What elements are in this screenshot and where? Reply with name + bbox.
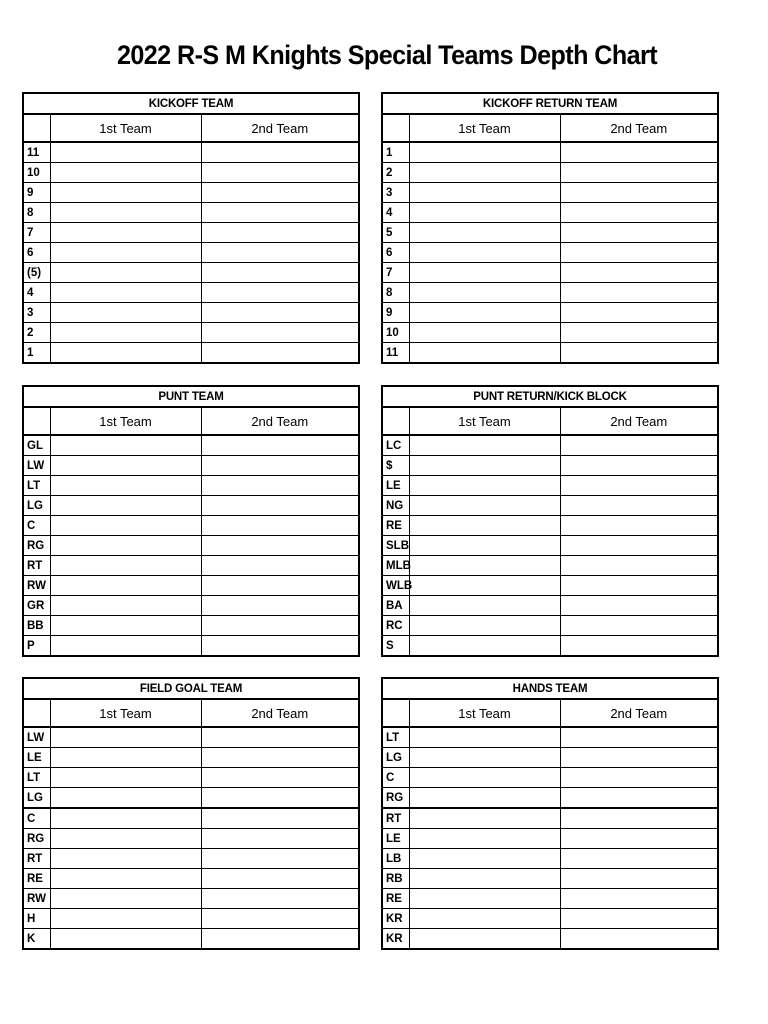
table-row xyxy=(23,243,359,263)
table-row xyxy=(382,869,718,889)
second-team-cell[interactable] xyxy=(201,727,359,748)
second-team-cell[interactable] xyxy=(560,556,718,576)
table-row xyxy=(23,142,359,163)
second-team-cell[interactable] xyxy=(560,636,718,657)
position-label: 2 xyxy=(382,163,409,183)
position-label: LE xyxy=(382,829,409,849)
first-team-cell[interactable] xyxy=(50,556,201,576)
second-team-header: 2nd Team xyxy=(560,114,718,142)
first-team-cell[interactable] xyxy=(409,303,560,323)
second-team-cell[interactable] xyxy=(201,889,359,909)
first-team-cell[interactable] xyxy=(50,435,201,456)
second-team-cell[interactable] xyxy=(201,163,359,183)
position-label: RC xyxy=(382,616,409,636)
position-label: S xyxy=(382,636,409,657)
table-row xyxy=(23,476,359,496)
table-row xyxy=(382,283,718,303)
position-label: MLB xyxy=(382,556,409,576)
table-row xyxy=(23,909,359,929)
table-row xyxy=(382,768,718,788)
first-team-cell[interactable] xyxy=(50,889,201,909)
second-team-cell[interactable] xyxy=(201,909,359,929)
second-team-cell[interactable] xyxy=(201,343,359,364)
first-team-cell[interactable] xyxy=(409,596,560,616)
first-team-cell[interactable] xyxy=(409,323,560,343)
first-team-cell[interactable] xyxy=(50,576,201,596)
table-row xyxy=(23,596,359,616)
first-team-cell[interactable] xyxy=(50,909,201,929)
position-label: P xyxy=(23,636,50,657)
table-row xyxy=(23,849,359,869)
position-label: KR xyxy=(382,929,409,950)
first-team-cell[interactable] xyxy=(50,223,201,243)
second-team-cell[interactable] xyxy=(201,829,359,849)
table-row xyxy=(382,929,718,950)
first-team-cell[interactable] xyxy=(409,636,560,657)
position-label: LB xyxy=(382,849,409,869)
position-label: LW xyxy=(23,456,50,476)
first-team-cell[interactable] xyxy=(50,929,201,950)
table-row xyxy=(23,808,359,829)
table-row xyxy=(382,303,718,323)
first-team-cell[interactable] xyxy=(409,849,560,869)
first-team-cell[interactable] xyxy=(50,476,201,496)
position-label: RW xyxy=(23,576,50,596)
position-label: 4 xyxy=(382,203,409,223)
position-label: 1 xyxy=(23,343,50,364)
first-team-cell[interactable] xyxy=(50,727,201,748)
second-team-cell[interactable] xyxy=(560,142,718,163)
table-row xyxy=(23,748,359,768)
page-title: 2022 R-S M Knights Special Teams Depth Chart xyxy=(116,40,658,70)
second-team-cell[interactable] xyxy=(560,909,718,929)
first-team-cell[interactable] xyxy=(50,849,201,869)
position-column-header xyxy=(382,699,409,727)
second-team-cell[interactable] xyxy=(560,183,718,203)
position-label: LC xyxy=(382,435,409,456)
table-row xyxy=(382,263,718,283)
second-team-cell[interactable] xyxy=(201,869,359,889)
first-team-cell[interactable] xyxy=(50,829,201,849)
depth-table xyxy=(381,92,719,364)
table-row xyxy=(23,889,359,909)
position-label: RT xyxy=(23,556,50,576)
first-team-cell[interactable] xyxy=(50,636,201,657)
second-team-cell[interactable] xyxy=(201,556,359,576)
first-team-cell[interactable] xyxy=(50,788,201,809)
table-row xyxy=(382,223,718,243)
table-heading: KICKOFF RETURN TEAM xyxy=(382,93,718,114)
position-label: LT xyxy=(23,768,50,788)
table-row xyxy=(382,808,718,829)
second-team-cell[interactable] xyxy=(560,616,718,636)
second-team-cell[interactable] xyxy=(201,768,359,788)
table-row xyxy=(23,183,359,203)
table-row xyxy=(382,243,718,263)
second-team-header: 2nd Team xyxy=(560,407,718,435)
position-label: RG xyxy=(382,788,409,809)
first-team-cell[interactable] xyxy=(50,283,201,303)
position-label: 8 xyxy=(382,283,409,303)
table-row xyxy=(23,727,359,748)
second-team-cell[interactable] xyxy=(560,808,718,829)
position-label: K xyxy=(23,929,50,950)
second-team-cell[interactable] xyxy=(201,435,359,456)
first-team-cell[interactable] xyxy=(409,203,560,223)
first-team-cell[interactable] xyxy=(409,909,560,929)
first-team-header: 1st Team xyxy=(409,699,560,727)
first-team-cell[interactable] xyxy=(50,303,201,323)
first-team-cell[interactable] xyxy=(409,536,560,556)
table-row xyxy=(23,263,359,283)
position-label: LT xyxy=(23,476,50,496)
table-row xyxy=(23,456,359,476)
second-team-cell[interactable] xyxy=(560,516,718,536)
position-label: LG xyxy=(23,788,50,809)
table-row xyxy=(382,596,718,616)
position-label: WLB xyxy=(382,576,409,596)
second-team-cell[interactable] xyxy=(201,496,359,516)
depth-table xyxy=(22,677,360,950)
first-team-cell[interactable] xyxy=(50,516,201,536)
table-row xyxy=(23,576,359,596)
second-team-cell[interactable] xyxy=(560,223,718,243)
table-row xyxy=(23,636,359,657)
first-team-cell[interactable] xyxy=(50,536,201,556)
first-team-header: 1st Team xyxy=(409,407,560,435)
first-team-cell[interactable] xyxy=(50,496,201,516)
first-team-cell[interactable] xyxy=(409,163,560,183)
first-team-cell[interactable] xyxy=(409,889,560,909)
first-team-cell[interactable] xyxy=(409,243,560,263)
position-label: BA xyxy=(382,596,409,616)
position-label: RT xyxy=(23,849,50,869)
second-team-cell[interactable] xyxy=(560,536,718,556)
position-label: $ xyxy=(382,456,409,476)
second-team-cell[interactable] xyxy=(560,849,718,869)
table-row xyxy=(382,435,718,456)
second-team-cell[interactable] xyxy=(201,263,359,283)
position-label: LT xyxy=(382,727,409,748)
second-team-cell[interactable] xyxy=(201,849,359,869)
position-label: LE xyxy=(23,748,50,768)
second-team-cell[interactable] xyxy=(560,889,718,909)
first-team-cell[interactable] xyxy=(409,616,560,636)
table-row xyxy=(23,435,359,456)
position-label: C xyxy=(382,768,409,788)
second-team-cell[interactable] xyxy=(201,183,359,203)
position-label: SLB xyxy=(382,536,409,556)
second-team-cell[interactable] xyxy=(201,536,359,556)
first-team-cell[interactable] xyxy=(409,576,560,596)
first-team-cell[interactable] xyxy=(409,808,560,829)
position-label: 11 xyxy=(23,142,50,163)
first-team-cell[interactable] xyxy=(50,869,201,889)
position-column-header xyxy=(23,114,50,142)
table-row xyxy=(23,283,359,303)
position-label: 9 xyxy=(382,303,409,323)
table-row xyxy=(382,183,718,203)
position-label: RG xyxy=(23,536,50,556)
first-team-header: 1st Team xyxy=(409,114,560,142)
table-heading: PUNT RETURN/KICK BLOCK xyxy=(382,386,718,407)
first-team-cell[interactable] xyxy=(50,616,201,636)
table-row xyxy=(382,496,718,516)
second-team-cell[interactable] xyxy=(201,788,359,809)
position-label: 4 xyxy=(23,283,50,303)
table-row xyxy=(23,788,359,809)
first-team-cell[interactable] xyxy=(409,435,560,456)
position-label: LW xyxy=(23,727,50,748)
first-team-cell[interactable] xyxy=(50,748,201,768)
first-team-cell[interactable] xyxy=(50,142,201,163)
first-team-cell[interactable] xyxy=(50,596,201,616)
table-row xyxy=(382,576,718,596)
position-label: C xyxy=(23,808,50,829)
first-team-cell[interactable] xyxy=(50,163,201,183)
first-team-cell[interactable] xyxy=(409,142,560,163)
position-label: LG xyxy=(382,748,409,768)
position-label: 3 xyxy=(382,183,409,203)
position-label: 9 xyxy=(23,183,50,203)
table-row xyxy=(382,636,718,657)
position-label: RG xyxy=(23,829,50,849)
table-row xyxy=(23,536,359,556)
second-team-cell[interactable] xyxy=(560,456,718,476)
second-team-cell[interactable] xyxy=(201,323,359,343)
table-row xyxy=(382,727,718,748)
second-team-cell[interactable] xyxy=(201,142,359,163)
first-team-cell[interactable] xyxy=(50,243,201,263)
second-team-cell[interactable] xyxy=(201,596,359,616)
table-row xyxy=(23,303,359,323)
position-label: 7 xyxy=(382,263,409,283)
second-team-cell[interactable] xyxy=(560,869,718,889)
position-label: 5 xyxy=(382,223,409,243)
second-team-cell[interactable] xyxy=(560,243,718,263)
first-team-cell[interactable] xyxy=(50,323,201,343)
second-team-cell[interactable] xyxy=(560,496,718,516)
table-row xyxy=(23,829,359,849)
first-team-cell[interactable] xyxy=(409,263,560,283)
depth-table xyxy=(381,677,719,950)
second-team-cell[interactable] xyxy=(560,929,718,950)
position-column-header xyxy=(382,114,409,142)
table-heading: PUNT TEAM xyxy=(23,386,359,407)
second-team-cell[interactable] xyxy=(560,788,718,809)
table-row xyxy=(23,223,359,243)
position-label: GR xyxy=(23,596,50,616)
first-team-cell[interactable] xyxy=(409,768,560,788)
position-column-header xyxy=(382,407,409,435)
second-team-header: 2nd Team xyxy=(201,407,359,435)
second-team-cell[interactable] xyxy=(560,283,718,303)
second-team-cell[interactable] xyxy=(201,476,359,496)
position-label: 10 xyxy=(382,323,409,343)
position-label: LG xyxy=(23,496,50,516)
second-team-cell[interactable] xyxy=(201,243,359,263)
position-label: 11 xyxy=(382,343,409,364)
table-row xyxy=(23,556,359,576)
position-label: NG xyxy=(382,496,409,516)
second-team-cell[interactable] xyxy=(201,303,359,323)
second-team-header: 2nd Team xyxy=(201,114,359,142)
table-row xyxy=(382,536,718,556)
table-row xyxy=(382,909,718,929)
table-row xyxy=(23,869,359,889)
second-team-cell[interactable] xyxy=(560,768,718,788)
first-team-cell[interactable] xyxy=(409,476,560,496)
table-row xyxy=(382,849,718,869)
second-team-cell[interactable] xyxy=(201,929,359,950)
first-team-cell[interactable] xyxy=(409,788,560,809)
position-column-header xyxy=(23,699,50,727)
table-row xyxy=(382,516,718,536)
second-team-cell[interactable] xyxy=(560,748,718,768)
first-team-header: 1st Team xyxy=(50,407,201,435)
table-row xyxy=(382,748,718,768)
position-label: 6 xyxy=(382,243,409,263)
table-row xyxy=(382,142,718,163)
second-team-cell[interactable] xyxy=(201,616,359,636)
table-row xyxy=(382,556,718,576)
table-row xyxy=(23,768,359,788)
second-team-cell[interactable] xyxy=(560,576,718,596)
table-row xyxy=(382,788,718,809)
first-team-cell[interactable] xyxy=(409,183,560,203)
first-team-cell[interactable] xyxy=(409,929,560,950)
first-team-header: 1st Team xyxy=(50,699,201,727)
table-heading: FIELD GOAL TEAM xyxy=(23,678,359,699)
second-team-cell[interactable] xyxy=(201,636,359,657)
table-row xyxy=(382,829,718,849)
position-label: RE xyxy=(382,889,409,909)
first-team-cell[interactable] xyxy=(50,343,201,364)
position-label: RE xyxy=(382,516,409,536)
table-heading: KICKOFF TEAM xyxy=(23,93,359,114)
table-row xyxy=(23,496,359,516)
first-team-cell[interactable] xyxy=(409,748,560,768)
position-label: BB xyxy=(23,616,50,636)
depth-table xyxy=(22,385,360,657)
first-team-cell[interactable] xyxy=(409,516,560,536)
second-team-cell[interactable] xyxy=(201,516,359,536)
position-label: 6 xyxy=(23,243,50,263)
position-label: KR xyxy=(382,909,409,929)
table-row xyxy=(382,616,718,636)
table-row xyxy=(382,456,718,476)
position-label: (5) xyxy=(23,263,50,283)
table-row xyxy=(382,163,718,183)
second-team-cell[interactable] xyxy=(560,829,718,849)
second-team-cell[interactable] xyxy=(560,303,718,323)
table-row xyxy=(382,203,718,223)
second-team-cell[interactable] xyxy=(201,203,359,223)
first-team-cell[interactable] xyxy=(409,456,560,476)
second-team-cell[interactable] xyxy=(560,203,718,223)
table-row xyxy=(23,323,359,343)
position-label: 2 xyxy=(23,323,50,343)
table-row xyxy=(382,476,718,496)
second-team-cell[interactable] xyxy=(201,283,359,303)
second-team-cell[interactable] xyxy=(560,435,718,456)
second-team-cell[interactable] xyxy=(560,163,718,183)
first-team-cell[interactable] xyxy=(50,263,201,283)
table-row xyxy=(23,343,359,364)
table-row xyxy=(382,343,718,364)
first-team-cell[interactable] xyxy=(409,283,560,303)
first-team-header: 1st Team xyxy=(50,114,201,142)
second-team-cell[interactable] xyxy=(560,596,718,616)
second-team-cell[interactable] xyxy=(560,476,718,496)
depth-table xyxy=(381,385,719,657)
position-label: 1 xyxy=(382,142,409,163)
first-team-cell[interactable] xyxy=(50,456,201,476)
table-row xyxy=(23,163,359,183)
table-row xyxy=(382,323,718,343)
position-label: 3 xyxy=(23,303,50,323)
second-team-cell[interactable] xyxy=(201,576,359,596)
second-team-cell[interactable] xyxy=(560,343,718,364)
second-team-header: 2nd Team xyxy=(560,699,718,727)
position-label: 8 xyxy=(23,203,50,223)
first-team-cell[interactable] xyxy=(409,556,560,576)
table-row xyxy=(23,516,359,536)
second-team-cell[interactable] xyxy=(560,727,718,748)
position-label: RT xyxy=(382,808,409,829)
table-heading: HANDS TEAM xyxy=(382,678,718,699)
first-team-cell[interactable] xyxy=(50,768,201,788)
first-team-cell[interactable] xyxy=(409,869,560,889)
first-team-cell[interactable] xyxy=(409,496,560,516)
second-team-header: 2nd Team xyxy=(201,699,359,727)
first-team-cell[interactable] xyxy=(50,808,201,829)
position-label: 10 xyxy=(23,163,50,183)
first-team-cell[interactable] xyxy=(50,203,201,223)
first-team-cell[interactable] xyxy=(409,727,560,748)
second-team-cell[interactable] xyxy=(560,263,718,283)
position-label: C xyxy=(23,516,50,536)
second-team-cell[interactable] xyxy=(201,223,359,243)
second-team-cell[interactable] xyxy=(201,456,359,476)
table-row xyxy=(23,929,359,950)
position-label: RW xyxy=(23,889,50,909)
position-label: H xyxy=(23,909,50,929)
table-row xyxy=(23,616,359,636)
position-label: RE xyxy=(23,869,50,889)
first-team-cell[interactable] xyxy=(409,343,560,364)
second-team-cell[interactable] xyxy=(201,748,359,768)
depth-table xyxy=(22,92,360,364)
first-team-cell[interactable] xyxy=(409,829,560,849)
table-row xyxy=(382,889,718,909)
second-team-cell[interactable] xyxy=(560,323,718,343)
position-label: 7 xyxy=(23,223,50,243)
first-team-cell[interactable] xyxy=(50,183,201,203)
position-label: RB xyxy=(382,869,409,889)
position-label: LE xyxy=(382,476,409,496)
table-row xyxy=(23,203,359,223)
first-team-cell[interactable] xyxy=(409,223,560,243)
position-column-header xyxy=(23,407,50,435)
second-team-cell[interactable] xyxy=(201,808,359,829)
position-label: GL xyxy=(23,435,50,456)
